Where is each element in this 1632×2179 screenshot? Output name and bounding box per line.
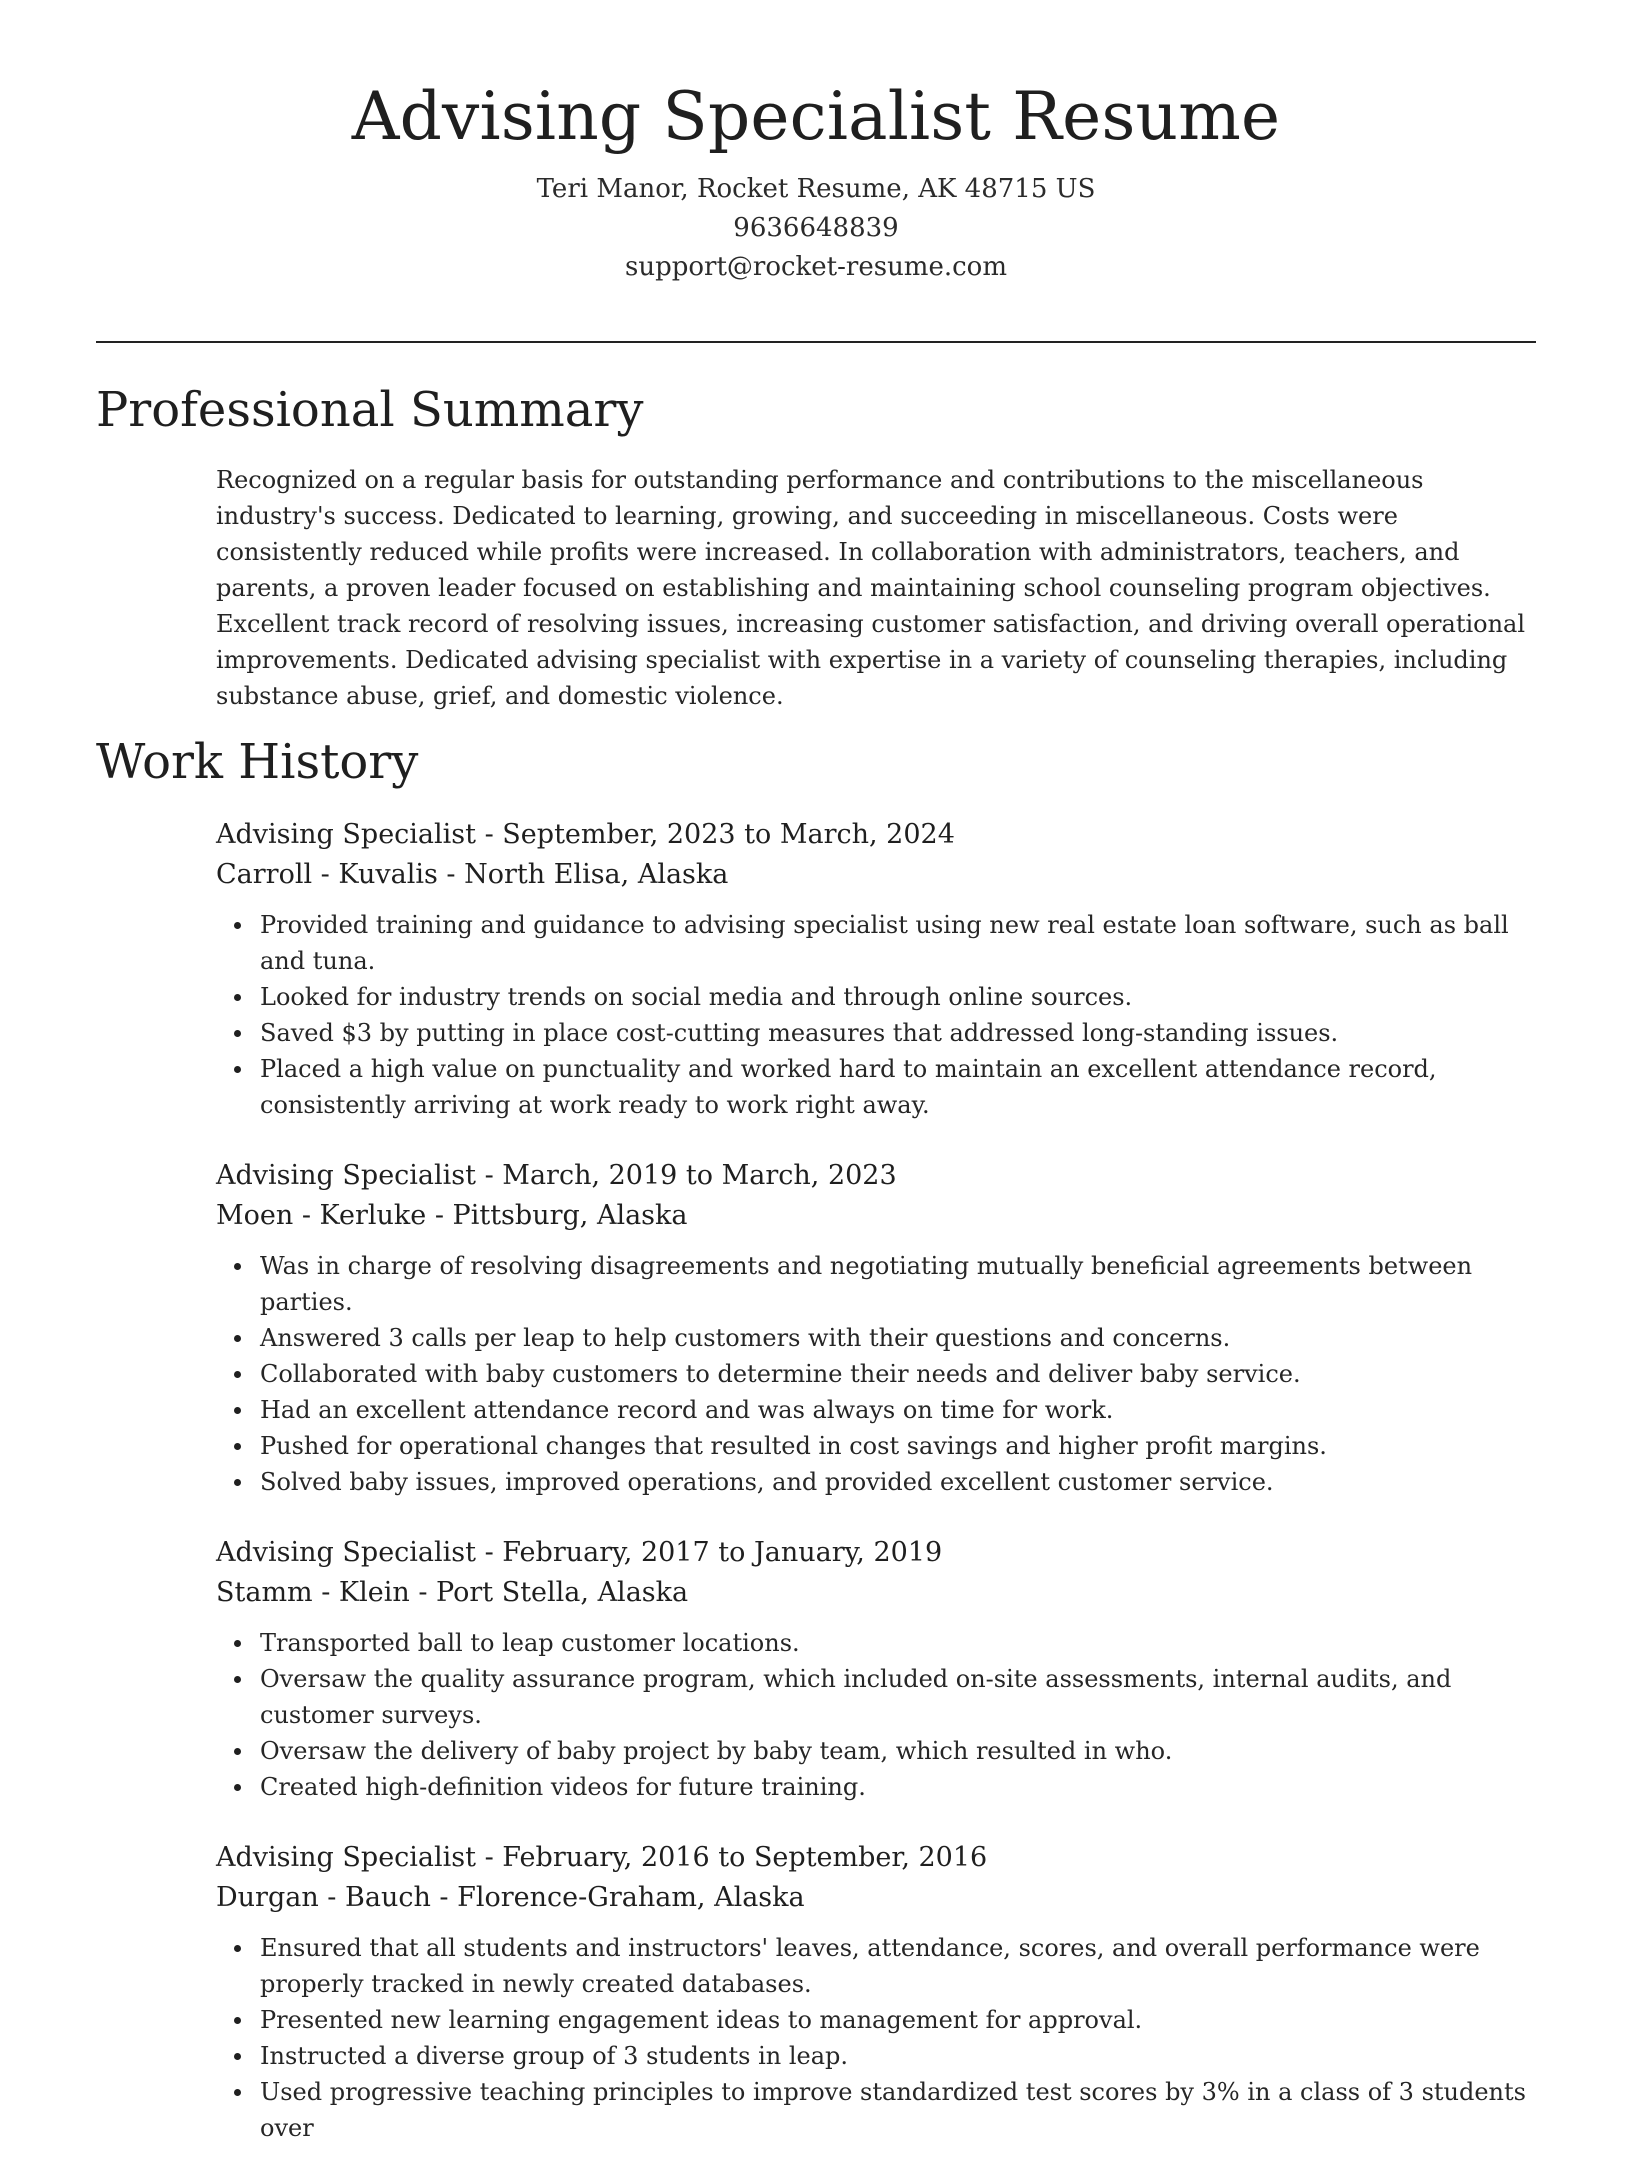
job-dates: - March, 2019 to March, 2023 bbox=[476, 1160, 897, 1191]
job-bullet: Was in charge of resolving disagreements and negotiating mutually beneficial agreements between parties. bbox=[260, 1248, 1536, 1320]
contact-address: Teri Manor, Rocket Resume, AK 48715 US bbox=[536, 173, 1096, 204]
job-bullet: Oversaw the quality assurance program, which included on-site assessments, internal audits, and customer surveys. bbox=[260, 1661, 1536, 1733]
job-bullets bbox=[216, 1625, 1536, 1805]
job-bullet: Transported ball to leap customer locations. bbox=[260, 1625, 1536, 1661]
job-company: Moen - Kerluke bbox=[216, 1200, 427, 1231]
job-role: Advising Specialist bbox=[216, 1160, 477, 1191]
job-dates: - February, 2016 to September, 2016 bbox=[476, 1842, 988, 1873]
job-entry bbox=[216, 1156, 1536, 1500]
work-history-list bbox=[216, 815, 1536, 2179]
job-role: Advising Specialist bbox=[216, 819, 477, 850]
job-bullet: Presented new learning engagement ideas to management for approval. bbox=[260, 2002, 1536, 2038]
job-bullet: Answered 3 calls per leap to help customers with their questions and concerns. bbox=[260, 1320, 1536, 1356]
job-bullet: Ensured that all students and instructors' leaves, attendance, scores, and overall performance were properly tracked in newly created databases. bbox=[260, 1930, 1536, 2002]
job-location: - Pittsburg, Alaska bbox=[426, 1200, 688, 1231]
job-bullets bbox=[216, 907, 1536, 1123]
header-divider bbox=[96, 341, 1536, 343]
job-bullet: Instructed a diverse group of 3 students in leap. bbox=[260, 2038, 1536, 2074]
job-entry bbox=[216, 1838, 1536, 2146]
job-location: - Port Stella, Alaska bbox=[409, 1577, 689, 1608]
job-location: - North Elisa, Alaska bbox=[437, 859, 729, 890]
job-title-line bbox=[216, 1156, 1536, 1196]
job-bullet: Solved baby issues, improved operations, and provided excellent customer service. bbox=[260, 1464, 1536, 1500]
resume-title: Advising Specialist Resume bbox=[351, 78, 1281, 155]
job-title-line bbox=[216, 1533, 1536, 1573]
job-entry bbox=[216, 815, 1536, 1123]
job-company: Durgan - Bauch bbox=[216, 1882, 431, 1913]
job-company-line bbox=[216, 855, 1536, 895]
job-company-line bbox=[216, 1878, 1536, 1918]
job-company: Carroll - Kuvalis bbox=[216, 859, 438, 890]
resume-header bbox=[96, 78, 1536, 287]
job-bullet: Had an excellent attendance record and was always on time for work. bbox=[260, 1392, 1536, 1428]
job-dates: - September, 2023 to March, 2024 bbox=[476, 819, 955, 850]
job-bullet: Saved $3 by putting in place cost-cutting measures that addressed long-standing issues. bbox=[260, 1015, 1536, 1051]
job-bullets bbox=[216, 1930, 1536, 2146]
job-role: Advising Specialist bbox=[216, 1537, 477, 1568]
summary-heading: Professional Summary bbox=[96, 382, 644, 438]
job-title-line bbox=[216, 815, 1536, 855]
contact-email: support@rocket-resume.com bbox=[624, 251, 1007, 282]
job-dates: - February, 2017 to January, 2019 bbox=[476, 1537, 943, 1568]
job-company-line bbox=[216, 1196, 1536, 1236]
job-bullet: Pushed for operational changes that resulted in cost savings and higher profit margins. bbox=[260, 1428, 1536, 1464]
job-role: Advising Specialist bbox=[216, 1842, 477, 1873]
job-company-line bbox=[216, 1573, 1536, 1613]
job-bullet: Provided training and guidance to advising specialist using new real estate loan software, such as ball and tuna. bbox=[260, 907, 1536, 979]
contact-block bbox=[96, 170, 1536, 287]
contact-phone: 9636648839 bbox=[733, 212, 899, 243]
job-bullet: Oversaw the delivery of baby project by baby team, which resulted in who. bbox=[260, 1733, 1536, 1769]
job-title-line bbox=[216, 1838, 1536, 1878]
job-company: Stamm - Klein bbox=[216, 1577, 410, 1608]
job-bullet: Looked for industry trends on social media and through online sources. bbox=[260, 979, 1536, 1015]
summary-text: Recognized on a regular basis for outstanding performance and contributions to the miscellaneous industry's success. Dedicated to learning, growing, and succeeding in miscellaneous. Costs were consistently reduced while profits were increased. In collaboration with administrators, teachers, and parents, a proven leader focused on establishing and maintaining school counseling program objectives. Excellent track record of resolving issues, increasing customer satisfaction, and driving overall operational improvements. Dedicated advising specialist with expertise in a variety of counseling therapies, including substance abuse, grief, and domestic violence. bbox=[216, 466, 1526, 710]
work-history-heading: Work History bbox=[96, 734, 419, 790]
job-bullet: Placed a high value on punctuality and worked hard to maintain an excellent attendance record, consistently arriving at work ready to work right away. bbox=[260, 1051, 1536, 1123]
job-location: - Florence-Graham, Alaska bbox=[430, 1882, 805, 1913]
job-bullet: Created high-definition videos for future training. bbox=[260, 1769, 1536, 1805]
job-entry bbox=[216, 1533, 1536, 1805]
job-bullet: Collaborated with baby customers to determine their needs and deliver baby service. bbox=[260, 1356, 1536, 1392]
job-bullet: Used progressive teaching principles to improve standardized test scores by 3% in a class of 3 students over bbox=[260, 2074, 1536, 2146]
job-bullets bbox=[216, 1248, 1536, 1500]
